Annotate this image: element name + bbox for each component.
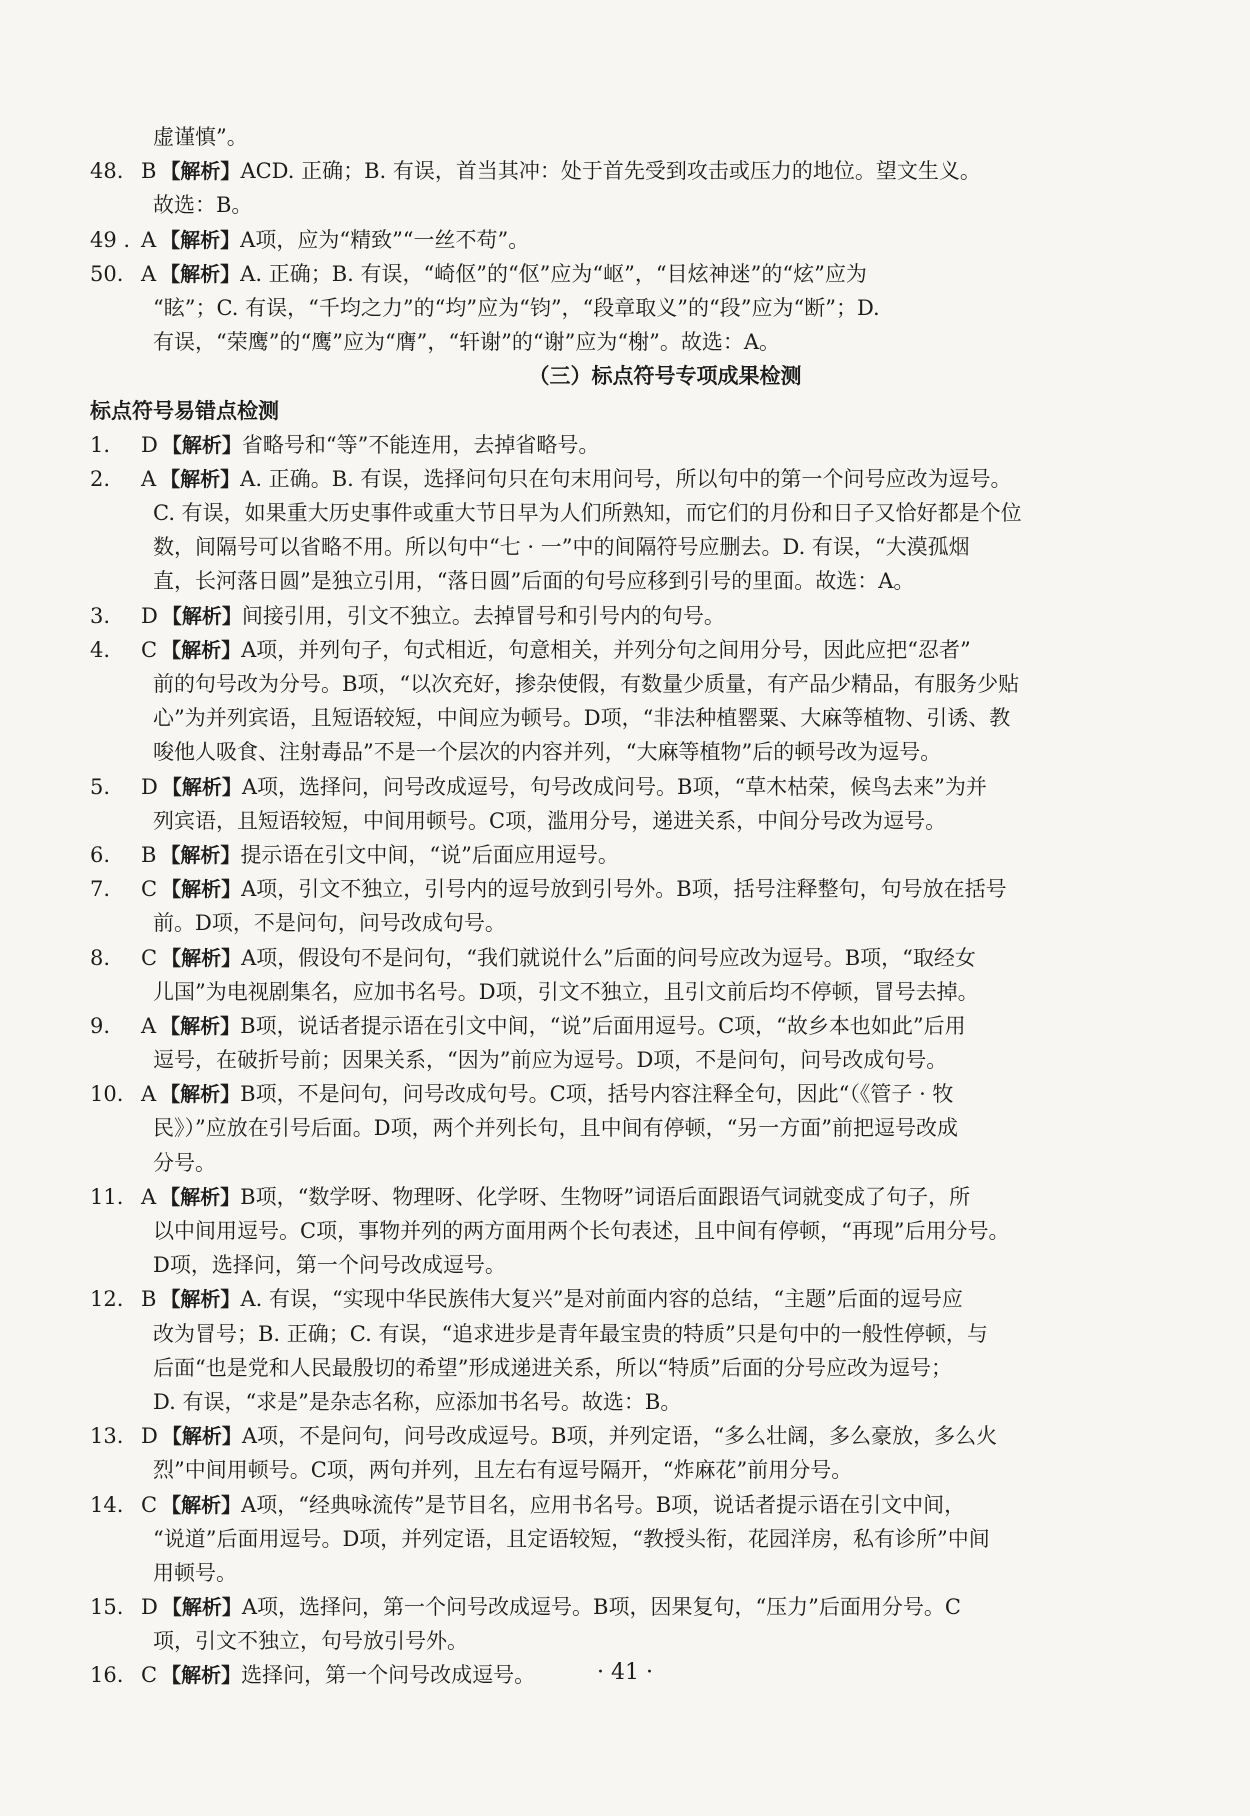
answer-item-continuation [90,1111,1160,1145]
analysis-text: A项，选择问，第一个问号改成逗号。B项，因果复句，“压力”后面用分号。C [241,1595,961,1620]
answer-letter: D [141,1424,158,1449]
answer-item-continuation [90,1043,1160,1077]
section-title: （三）标点符号专项成果检测 [528,364,802,389]
analysis-text: 直，长河落日圆”是独立引用，“落日圆”后面的句号应移到引号的里面。故选：A。 [153,569,915,594]
answer-letter: A [141,1082,157,1107]
item-number: 13. [90,1424,124,1449]
continued-text: 虚谨慎”。 [153,125,248,149]
answer-letter: C [141,637,158,662]
analysis-text: 选择问，第一个问号改成逗号。 [241,1663,536,1688]
answer-item-continuation [90,496,1160,530]
analysis-tag: 【解析】 [160,1082,241,1107]
analysis-text: B项，不是问句，问号改成句号。C项，括号内容注释全句，因此“（《管子 · 牧 [240,1082,954,1107]
analysis-text: 烈”中间用顿号。C项，两句并列，且左右有逗号隔开，“炸麻花”前用分号。 [153,1458,853,1483]
analysis-tag: 【解析】 [160,1287,241,1312]
answers-punctuation-section [90,428,1160,1693]
analysis-text: 逗号，在破折号前；因果关系，“因为”前应为逗号。D项，不是问句，问号改成句号。 [153,1048,948,1073]
answer-letter: D [141,774,158,799]
analysis-text: A项，应为“精致”“一丝不苟”。 [240,227,530,252]
item-number: 12. [90,1287,124,1312]
answer-letter: B [141,842,157,867]
analysis-tag: 【解析】 [160,227,241,252]
item-number: 16. [90,1663,124,1688]
answer-letter: D [141,1595,158,1620]
item-number: 48. [90,159,124,184]
answer-item-continuation [90,1624,1160,1658]
answer-item-continuation [90,975,1160,1009]
answer-item [90,872,1160,906]
analysis-text: “眩”；C. 有误，“千均之力”的“均”应为“钧”，“段章取义”的“段”应为“断”；D. [153,295,880,320]
answer-item [90,1180,1160,1214]
item-number: 50. [90,261,124,286]
analysis-text: A项，引文不独立，引号内的逗号放到引号外。B项，括号注释整句，句号放在括号 [241,877,1007,902]
analysis-text: A. 有误，“实现中华民族伟大复兴”是对前面内容的总结，“主题”后面的逗号应 [240,1287,963,1312]
answer-item-continuation [90,1146,1160,1180]
answer-item [90,770,1160,804]
analysis-text: B项，“数学呀、物理呀、化学呀、生物呀”词语后面跟语气词就变成了句子，所 [240,1184,971,1209]
item-number: 3. [90,603,111,628]
answer-letter: A [141,1184,157,1209]
analysis-text: 省略号和“等”不能连用，去掉省略号。 [241,432,600,457]
answer-letter: C [141,1663,158,1688]
answer-item-continuation [90,906,1160,940]
subheading: 标点符号易错点检测 [90,398,279,423]
analysis-text: A项，选择问，问号改成逗号，句号改成问号。B项，“草木枯荣，候鸟去来”为并 [241,774,987,799]
answer-item-continuation [90,325,1160,359]
answer-letter: C [141,877,158,902]
answer-item-continuation [90,1317,1160,1351]
item-number: 5. [90,774,111,799]
answer-item [90,462,1160,496]
answer-item-continuation [90,564,1160,598]
answer-letter: A [141,227,157,252]
answer-letter: B [141,159,157,184]
analysis-tag: 【解析】 [161,1595,242,1620]
analysis-text: ACD. 正确；B. 有误，首当其冲：处于首先受到攻击或压力的地位。望文生义。 [240,159,981,184]
answer-item-continuation [90,530,1160,564]
analysis-tag: 【解析】 [161,1492,242,1517]
analysis-tag: 【解析】 [160,1013,241,1038]
analysis-text: D项，选择问，第一个问号改成逗号。 [153,1253,506,1278]
answer-item-continuation [90,1214,1160,1248]
item-number: 7. [90,877,111,902]
analysis-text: 分号。 [153,1150,216,1175]
analysis-text: A. 正确。B. 有误，选择问句只在句末用问号，所以句中的第一个问号应改为逗号。 [240,466,1012,491]
analysis-tag: 【解析】 [161,1663,242,1688]
answer-item-continuation [90,1453,1160,1487]
answer-item-continuation [90,188,1160,222]
analysis-text: 后面“也是党和人民最殷切的希望”形成递进关系，所以“特质”后面的分号应改为逗号； [153,1355,952,1380]
answer-item [90,1488,1160,1522]
answer-item [90,257,1160,291]
item-number: 2. [90,466,111,491]
answer-item [90,941,1160,975]
analysis-text: 提示语在引文中间，“说”后面应用逗号。 [240,842,619,867]
analysis-text: 前。D项，不是问句，问号改成句号。 [153,911,506,936]
analysis-tag: 【解析】 [161,637,242,662]
analysis-text: 民》）”应放在引号后面。D项，两个并列长句，且中间有停顿，“另一方面”前把逗号改成 [153,1116,959,1141]
item-number: 6. [90,842,111,867]
analysis-text: D. 有误，“求是”是杂志名称，应添加书名号。故选：B。 [153,1389,682,1414]
answer-item-continuation [90,291,1160,325]
answer-letter: B [141,1287,157,1312]
analysis-text: A项，不是问句，问号改成逗号。B项，并列定语，“多么壮阔，多么豪放，多么火 [241,1424,998,1449]
item-number: 11. [90,1184,124,1209]
answer-letter: A [141,466,157,491]
answer-item [90,1009,1160,1043]
analysis-text: 前的句号改为分号。B项，“以次充好，掺杂使假，有数量少质量，有产品少精品，有服务少贴 [153,672,1020,696]
analysis-text: B项，说话者提示语在引文中间，“说”后面用逗号。C项，“故乡本也如此”后用 [240,1013,966,1038]
answer-letter: D [141,603,158,628]
analysis-tag: 【解析】 [161,432,242,457]
answer-item [90,838,1160,872]
analysis-text: 故选：B。 [153,193,253,218]
analysis-text: 唆他人吸食、注射毒品”不是一个层次的内容并列，“大麻等植物”后的顿号改为逗号。 [153,740,942,765]
item-number: 8. [90,945,111,970]
answer-letter: A [141,1013,157,1038]
analysis-tag: 【解析】 [161,603,242,628]
analysis-tag: 【解析】 [160,159,241,184]
analysis-text: A项，并列句子，句式相近，句意相关，并列分句之间用分号，因此应把“忍者” [241,637,971,662]
answer-item-continuation [90,667,1160,701]
answer-letter: D [141,432,158,457]
analysis-tag: 【解析】 [160,466,241,491]
answer-item [90,428,1160,462]
answer-item [90,599,1160,633]
analysis-text: A项，假设句不是问句，“我们就说什么”后面的问号应改为逗号。B项，“取经女 [241,945,976,970]
analysis-text: 有误，“荣鹰”的“鹰”应为“膺”，“轩谢”的“谢”应为“榭”。故选：A。 [153,330,780,355]
item-number: 1. [90,432,111,457]
analysis-text: 心”为并列宾语，且短语较短，中间应为顿号。D项，“非法种植罂粟、大麻等植物、引诱、教 [153,706,1011,731]
analysis-text: C. 有误，如果重大历史事件或重大节日早为人们所熟知，而它们的月份和日子又恰好都是个位 [153,501,1022,526]
analysis-tag: 【解析】 [160,1184,241,1209]
answer-item-continuation [90,804,1160,838]
answer-page [90,120,1160,1693]
analysis-text: A项，“经典咏流传”是节目名，应用书名号。B项，说话者提示语在引文中间， [241,1492,966,1517]
item-number: 15. [90,1595,124,1620]
item-number: 14. [90,1492,124,1517]
item-number: 9. [90,1013,111,1038]
item-number: 49 . [90,227,131,252]
analysis-text: 列宾语，且短语较短，中间用顿号。C项，滥用分号，递进关系，中间分号改为逗号。 [153,808,947,833]
analysis-tag: 【解析】 [160,842,241,867]
answer-item-continuation [90,1522,1160,1556]
analysis-text: 数，间隔号可以省略不用。所以句中“七 · 一”中的间隔符号应删去。D. 有误，“大漠孤烟 [153,535,970,560]
answer-item-continuation [90,1248,1160,1282]
answer-item [90,1282,1160,1316]
answer-item-continuation [90,701,1160,735]
answer-item-continuation [90,1385,1160,1419]
answer-item [90,154,1160,188]
analysis-text: 间接引用，引文不独立。去掉冒号和引号内的句号。 [241,603,725,628]
analysis-text: 改为冒号；B. 正确；C. 有误，“追求进步是青年最宝贵的特质”只是句中的一般性停顿，与 [153,1321,988,1346]
answer-item [90,633,1160,667]
analysis-text: A. 正确；B. 有误，“崎伛”的“伛”应为“岖”，“目炫神迷”的“炫”应为 [240,261,867,286]
analysis-text: 用顿号。 [153,1560,237,1585]
analysis-text: 项，引文不独立，句号放引号外。 [153,1629,468,1654]
analysis-tag: 【解析】 [161,877,242,902]
answer-item-continuation [90,735,1160,769]
analysis-text: 儿国”为电视剧集名，应加书名号。D项，引文不独立，且引文前后均不停顿，冒号去掉。 [153,979,979,1004]
answer-item-continuation [90,1556,1160,1590]
analysis-text: 以中间用逗号。C项，事物并列的两方面用两个长句表述，且中间有停顿，“再现”后用分号。 [153,1219,1010,1243]
answer-letter: C [141,1492,158,1517]
item-number: 10. [90,1082,124,1107]
analysis-tag: 【解析】 [161,945,242,970]
analysis-tag: 【解析】 [160,261,241,286]
answers-before-section [90,154,1160,359]
answer-item-continuation [90,1351,1160,1385]
item-number: 4. [90,637,111,662]
answer-item [90,1590,1160,1624]
answer-letter: A [141,261,157,286]
answer-item [90,223,1160,257]
answer-letter: C [141,945,158,970]
page-number: · 41 · [597,1660,653,1685]
answer-item [90,1419,1160,1453]
analysis-text: “说道”后面用逗号。D项，并列定语，且定语较短，“教授头衔，花园洋房，私有诊所”中间 [153,1526,990,1551]
answer-item [90,1077,1160,1111]
analysis-tag: 【解析】 [161,774,242,799]
analysis-tag: 【解析】 [161,1424,242,1449]
